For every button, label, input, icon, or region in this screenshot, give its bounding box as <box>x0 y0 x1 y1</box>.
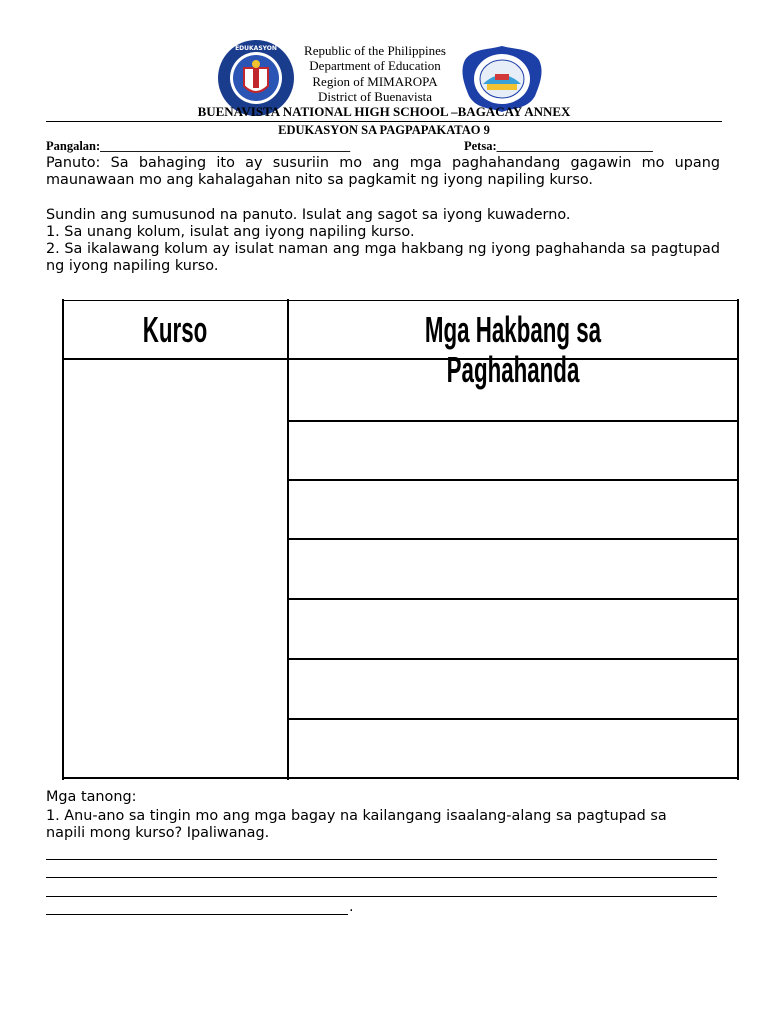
header-divider <box>46 121 722 122</box>
answer-line[interactable] <box>46 877 717 878</box>
name-field[interactable]: Pangalan:________________________________________ <box>46 139 351 153</box>
table-row-rule <box>288 718 738 720</box>
table-border-right <box>737 299 739 780</box>
sundin-instruction: Sundin ang sumusunod na panuto. Isulat ang sagot sa iyong kuwaderno. <box>46 207 571 223</box>
header-agency-lines <box>290 43 460 104</box>
svg-text:EDUKASYON: EDUKASYON <box>235 45 277 52</box>
questions-heading: Mga tanong: <box>46 789 137 805</box>
answer-line[interactable] <box>46 896 717 897</box>
table-row-rule <box>288 538 738 540</box>
table-row-rule <box>288 420 738 422</box>
table-bottom-border <box>62 777 739 779</box>
header-line-district: District of Buenavista <box>317 88 433 104</box>
header-line-region: Region of MIMAROPA <box>312 73 438 89</box>
column-header-kurso: Kurso <box>142 309 208 350</box>
name-date-row <box>46 139 722 154</box>
school-name: BUENAVISTA NATIONAL HIGH SCHOOL –BAGACAY ANNEX <box>197 104 571 119</box>
answer-line[interactable] <box>46 859 717 860</box>
table-column-divider <box>287 299 289 780</box>
step-1-instruction: 1. Sa unang kolum, isulat ang iyong napiling kurso. <box>46 224 415 240</box>
subject-title: EDUKASYON SA PAGPAPAKATAO 9 <box>278 123 490 137</box>
table-row-rule <box>288 658 738 660</box>
table-top-border <box>62 300 739 301</box>
answer-end-mark: . <box>349 899 354 915</box>
table-row-rule <box>288 598 738 600</box>
table-border-left <box>62 299 64 780</box>
panuto-paragraph: Panuto: Sa bahaging ito ay susuriin mo ang mga paghahandang gagawin mo upang maunawaan mo ang kahalagahan nito sa pagkamit ng iyong napiling kurso. <box>46 155 720 188</box>
question-1: 1. Anu-ano sa tingin mo ang mga bagay na kailangang isaalang-alang sa pagtupad sa napili mong kurso? Ipaliwanag. <box>46 808 667 841</box>
date-field[interactable]: Petsa:_________________________ <box>464 139 653 153</box>
header-line-department: Department of Education <box>309 58 441 74</box>
table-row-rule <box>288 479 738 481</box>
header-line-republic: Republic of the Philippines <box>304 43 446 58</box>
answer-line[interactable] <box>46 914 348 915</box>
column-header-hakbang: Mga Hakbang sa Paghahanda <box>424 309 602 390</box>
step-2-instruction: 2. Sa ikalawang kolum ay isulat naman ang mga hakbang ng iyong paghahanda sa pagtupad ng iyong napiling kurso. <box>46 241 720 274</box>
